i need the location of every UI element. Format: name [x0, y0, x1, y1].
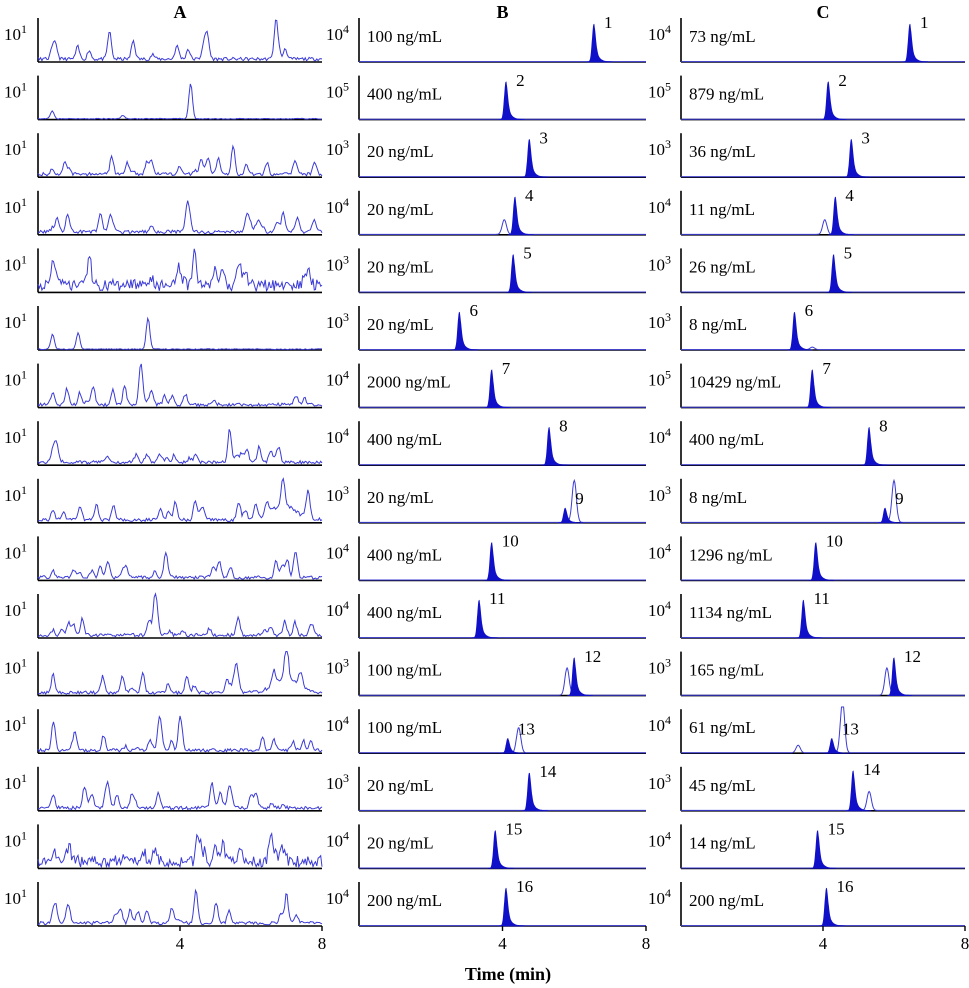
concentration-label: 11 ng/mL — [689, 199, 755, 219]
chromatogram-trace — [38, 146, 322, 176]
concentration-label: 36 ng/mL — [689, 142, 756, 162]
scale-label: $10^4$ — [648, 22, 671, 44]
peak-label: 13 — [841, 719, 859, 739]
peak-label: 4 — [525, 186, 534, 205]
scale-label: $10^3$ — [326, 770, 349, 793]
chromatogram-trace — [38, 594, 322, 637]
concentration-label: 20 ng/mL — [367, 833, 434, 853]
trace-row — [326, 13, 646, 62]
scale-label: $10^1$ — [4, 828, 27, 851]
scale-label: $10^4$ — [326, 22, 349, 44]
trace-row — [326, 479, 646, 523]
trace-row — [4, 76, 322, 120]
x-axis-title: Time (min) — [464, 964, 552, 984]
peak-label: 12 — [584, 646, 602, 666]
concentration-label: 400 ng/mL — [367, 84, 443, 104]
peak-label: 15 — [505, 819, 523, 839]
trace-row — [648, 186, 965, 235]
trace-row — [4, 709, 322, 753]
trace-row — [326, 416, 646, 465]
trace-row — [648, 359, 965, 408]
trace-row — [4, 594, 322, 638]
concentration-label: 20 ng/mL — [367, 775, 434, 795]
trace-row — [4, 306, 322, 350]
scale-label: $10^5$ — [648, 79, 671, 102]
concentration-label: 200 ng/mL — [689, 891, 765, 910]
scale-label: $10^3$ — [326, 252, 349, 275]
concentration-label: 100 ng/mL — [367, 660, 443, 680]
peak-label: 1 — [919, 13, 929, 33]
trace-row — [326, 532, 646, 581]
chromatogram-trace — [359, 220, 646, 235]
scale-label: $10^1$ — [4, 79, 27, 102]
concentration-label: 100 ng/mL — [367, 27, 443, 46]
scale-label: $10^1$ — [4, 482, 27, 505]
concentration-label: 8 ng/mL — [689, 315, 748, 334]
scale-label: $10^4$ — [326, 367, 349, 390]
concentration-label: 20 ng/mL — [367, 142, 434, 162]
scale-label: $10^4$ — [326, 425, 349, 448]
scale-label: $10^3$ — [326, 655, 349, 678]
scale-label: $10^4$ — [648, 713, 671, 736]
concentration-label: 400 ng/mL — [367, 545, 443, 565]
peak-label: 9 — [895, 489, 904, 509]
concentration-label: 10429 ng/mL — [689, 372, 782, 392]
peak-label: 16 — [836, 877, 854, 897]
concentration-label: 165 ng/mL — [689, 660, 765, 680]
trace-row — [326, 301, 646, 350]
trace-row — [648, 589, 965, 638]
scale-label: $10^4$ — [648, 425, 671, 448]
peak-label: 5 — [523, 243, 532, 263]
trace-row — [326, 709, 646, 753]
trace-row — [4, 364, 322, 408]
trace-row — [648, 479, 965, 523]
panel-title-C: C — [816, 2, 830, 22]
trace-row — [648, 647, 965, 696]
scale-label: $10^4$ — [326, 598, 349, 620]
trace-row — [648, 71, 965, 120]
peak-label: 10 — [501, 531, 519, 551]
peak-label: 8 — [559, 416, 568, 436]
concentration-label: 100 ng/mL — [367, 718, 443, 738]
trace-row — [326, 877, 650, 953]
panel-title-A: A — [173, 2, 187, 22]
chromatogram-trace — [681, 220, 965, 235]
trace-row — [648, 301, 965, 350]
trace-row — [326, 359, 646, 408]
trace-row — [4, 652, 322, 696]
scale-label: $10^1$ — [4, 310, 27, 332]
trace-row — [648, 760, 965, 811]
chromatogram-trace — [38, 479, 322, 522]
scale-label: $10^5$ — [326, 79, 349, 102]
trace-row — [648, 707, 965, 753]
peak-label: 3 — [539, 128, 548, 148]
trace-row — [326, 820, 646, 869]
trace-row — [4, 767, 322, 811]
trace-row — [326, 128, 646, 177]
peak-label: 5 — [843, 243, 853, 263]
concentration-label: 20 ng/mL — [367, 199, 434, 219]
chromatogram-trace — [38, 20, 322, 61]
x-tick-label: 8 — [960, 934, 969, 953]
peak-label: 2 — [838, 70, 847, 90]
concentration-label: 1296 ng/mL — [689, 545, 773, 565]
chromatogram-trace — [38, 319, 322, 350]
scale-label: $10^3$ — [326, 310, 349, 332]
trace-row — [648, 877, 969, 953]
chromatogram-trace — [38, 364, 322, 406]
peak-label: 1 — [603, 13, 613, 33]
peak-label: 14 — [539, 762, 557, 781]
peak-label: 9 — [575, 489, 584, 509]
trace-row — [4, 191, 322, 235]
trace-row — [648, 128, 965, 177]
trace-row — [326, 186, 646, 235]
scale-label: $10^1$ — [4, 598, 27, 620]
trace-row — [648, 532, 965, 581]
scale-label: $10^1$ — [4, 194, 27, 217]
concentration-label: 1134 ng/mL — [689, 603, 772, 622]
scale-label: $10^3$ — [648, 252, 671, 275]
panel-title-B: B — [496, 2, 509, 22]
scale-label: $10^3$ — [648, 770, 671, 793]
peak-label: 16 — [516, 877, 534, 897]
trace-row — [326, 244, 646, 293]
concentration-label: 20 ng/mL — [367, 257, 434, 277]
panel-C — [648, 2, 969, 953]
concentration-label: 200 ng/mL — [367, 891, 443, 910]
concentration-label: 73 ng/mL — [689, 27, 756, 46]
panel-A — [4, 2, 326, 953]
peak-label: 7 — [501, 358, 511, 378]
scale-label: $10^4$ — [326, 886, 349, 908]
scale-label: $10^5$ — [648, 367, 671, 390]
concentration-label: 400 ng/mL — [367, 603, 443, 622]
scale-label: $10^4$ — [648, 886, 671, 908]
scale-label: $10^4$ — [648, 540, 671, 563]
scale-label: $10^1$ — [4, 137, 27, 160]
scale-label: $10^4$ — [648, 194, 671, 217]
x-tick-label: 4 — [818, 934, 828, 953]
chromatogram-trace — [38, 652, 322, 695]
scale-label: $10^1$ — [4, 713, 27, 736]
scale-label: $10^4$ — [326, 540, 349, 563]
scale-label: $10^3$ — [648, 310, 671, 332]
trace-row — [648, 244, 965, 293]
trace-row — [4, 248, 322, 292]
trace-row — [326, 647, 646, 696]
scale-label: $10^3$ — [648, 482, 671, 505]
peak-label: 2 — [516, 70, 525, 90]
scale-label: $10^1$ — [4, 22, 27, 44]
chromatogram-trace — [38, 834, 322, 867]
scale-label: $10^1$ — [4, 655, 27, 678]
peak-label: 14 — [863, 759, 881, 779]
chromatogram-trace — [38, 249, 322, 291]
peak-label: 3 — [861, 128, 870, 148]
concentration-label: 400 ng/mL — [367, 430, 443, 450]
scale-label: $10^1$ — [4, 770, 27, 793]
scale-label: $10^4$ — [648, 828, 671, 851]
concentration-label: 26 ng/mL — [689, 257, 756, 277]
trace-row — [648, 416, 965, 465]
trace-row — [4, 536, 322, 580]
trace-row — [326, 71, 646, 120]
concentration-label: 2000 ng/mL — [367, 372, 451, 392]
chromatogram-trace — [38, 716, 322, 752]
peak-label: 8 — [879, 416, 888, 436]
scale-label: $10^3$ — [648, 137, 671, 160]
concentration-label: 400 ng/mL — [689, 430, 765, 450]
scale-label: $10^3$ — [326, 482, 349, 505]
scale-label: $10^1$ — [4, 425, 27, 448]
x-tick-label: 8 — [641, 934, 651, 953]
concentration-label: 45 ng/mL — [689, 775, 756, 795]
scale-label: $10^4$ — [326, 828, 349, 851]
x-tick-label: 4 — [498, 934, 507, 953]
concentration-label: 879 ng/mL — [689, 84, 765, 104]
trace-row — [4, 824, 322, 868]
concentration-label: 14 ng/mL — [689, 833, 756, 853]
chromatogram-trace — [38, 429, 322, 464]
concentration-label: 20 ng/mL — [367, 315, 434, 334]
trace-row — [648, 820, 965, 869]
peak-label: 12 — [904, 646, 921, 666]
scale-label: $10^1$ — [4, 540, 27, 563]
trace-row — [326, 762, 646, 811]
trace-row — [4, 882, 326, 953]
trace-row — [4, 421, 322, 465]
trace-row — [648, 13, 965, 62]
peak-label: 6 — [804, 301, 814, 321]
scale-label: $10^1$ — [4, 252, 27, 275]
peak-label: 7 — [822, 358, 831, 378]
concentration-label: 8 ng/mL — [689, 487, 748, 507]
trace-row — [326, 589, 646, 638]
trace-row — [4, 18, 322, 62]
chromatogram-trace — [38, 553, 322, 579]
peak-label: 10 — [825, 531, 843, 551]
chromatogram-trace — [38, 782, 322, 810]
x-tick-label: 4 — [175, 934, 185, 953]
scale-label: $10^4$ — [326, 713, 349, 736]
panel-B — [326, 2, 650, 953]
scale-label: $10^4$ — [648, 598, 671, 620]
chromatogram-trace — [38, 890, 322, 924]
scale-label: $10^1$ — [4, 886, 27, 908]
peak-label: 4 — [845, 186, 854, 205]
concentration-label: 20 ng/mL — [367, 487, 434, 507]
trace-row — [4, 479, 322, 523]
peak-label: 11 — [813, 589, 830, 609]
x-tick-label: 8 — [317, 934, 327, 953]
peak-label: 6 — [469, 301, 478, 321]
chromatogram-trace — [681, 347, 965, 350]
scale-label: $10^3$ — [648, 655, 671, 678]
peak-label: 13 — [517, 719, 535, 739]
peak-label: 11 — [489, 589, 506, 609]
scale-label: $10^1$ — [4, 367, 27, 390]
concentration-label: 61 ng/mL — [689, 718, 756, 738]
peak-label: 15 — [827, 819, 845, 839]
chromatogram-trace — [38, 84, 322, 119]
scale-label: $10^3$ — [326, 137, 349, 160]
trace-row — [4, 133, 322, 177]
chromatogram-trace — [38, 201, 322, 234]
scale-label: $10^4$ — [326, 194, 349, 217]
